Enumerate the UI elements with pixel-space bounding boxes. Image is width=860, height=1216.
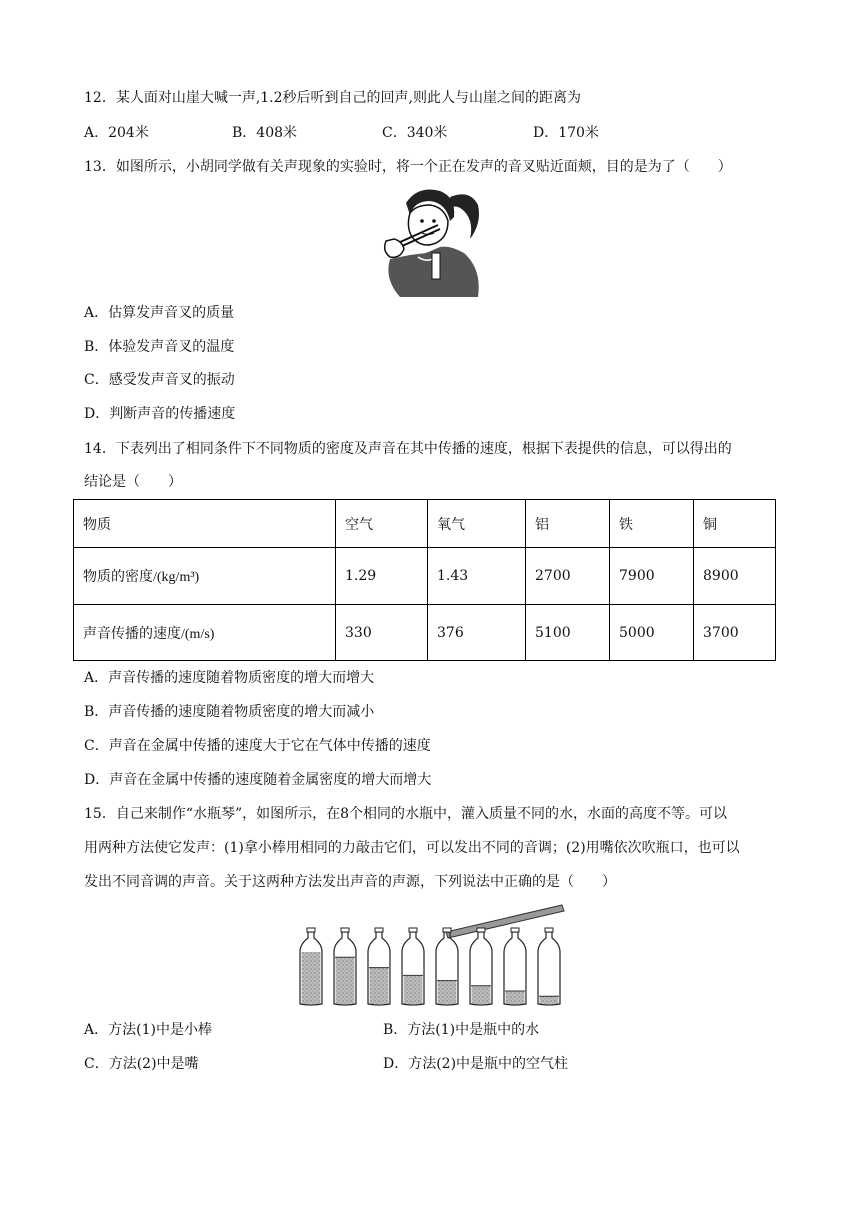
bottle-icon [470,928,492,1005]
speed-unit: /(m/s) [181,626,215,642]
q12-option-d[interactable]: D．170米 [533,125,599,141]
q14-option-d[interactable]: D．声音在金属中传播的速度随着金属密度的增大而增大 [84,772,432,788]
bottle-icon [368,928,390,1005]
q12-option-c[interactable]: C．340米 [382,125,448,141]
table-header-cell: 铁 [610,500,694,548]
bottle-icon [402,928,424,1005]
q15-stem-line3: 发出不同音调的声音。关于这两种方法发出声音的声源，下列说法中正确的是（ ） [84,874,616,890]
q15-stem-line1: 15．自己来制作“水瓶琴”，如图所示，在8个相同的水瓶中，灌入质量不同的水，水面的高度不等。可以 [84,806,728,822]
bottle-cap [545,928,553,932]
density-label-cell [74,548,336,605]
table-header-cell: 铝 [526,500,610,548]
q12-options [84,123,784,143]
data-table [73,499,776,661]
table-cell: 5000 [610,605,694,661]
q13-option-c[interactable]: C．感受发声音叉的振动 [84,372,235,388]
bottle-water [472,986,491,1004]
bottle-water [302,952,321,1004]
q13-option-d[interactable]: D．判断声音的传播速度 [84,406,236,422]
bottle-cap [443,928,451,932]
q15-option-d[interactable]: D．方法(2)中是瓶中的空气柱 [383,1056,569,1072]
q12-stem: 12．某人面对山崖大喊一声,1.2秒后听到自己的回声,则此人与山崖之间的距离为 [84,90,581,106]
bottle-cap [477,928,485,932]
table-header-cell: 氧气 [428,500,526,548]
q13-option-b[interactable]: B．体验发声音叉的温度 [84,339,235,355]
bottle-icon [504,928,526,1005]
table-cell: 376 [428,605,526,661]
bottle-cap [409,928,417,932]
table-row-density [74,548,776,605]
table-row-speed [74,605,776,661]
table-header-cell: 空气 [336,500,428,548]
bottle-icon [538,928,560,1005]
q14-option-c[interactable]: C．声音在金属中传播的速度大于它在气体中传播的速度 [84,738,431,754]
q15-option-c[interactable]: C．方法(2)中是嘴 [84,1056,199,1072]
bottle-cap [307,928,315,932]
bottle-water [506,991,525,1004]
table-cell: 330 [336,605,428,661]
speed-label: 声音传播的速度 [83,625,181,642]
table-cell: 7900 [610,548,694,605]
bottle-cap [375,928,383,932]
q15-option-b[interactable]: B．方法(1)中是瓶中的水 [383,1022,540,1038]
bottle-icon [334,928,356,1005]
q13-option-a[interactable]: A．估算发声音叉的质量 [84,305,235,321]
bottle-water [540,996,559,1004]
table-header-cell: 铜 [694,500,776,548]
table-cell: 1.43 [428,548,526,605]
bottle-cap [341,928,349,932]
water-bottles-icon [290,900,570,1010]
girl-tuning-fork-icon [378,183,486,299]
q14-option-b[interactable]: B．声音传播的速度随着物质密度的增大而减小 [84,704,375,720]
table-cell: 3700 [694,605,776,661]
table-cell: 1.29 [336,548,428,605]
table-cell: 2700 [526,548,610,605]
q15-stem-line2: 用两种方法使它发声：(1)拿小棒用相同的力敲击它们，可以发出不同的音调；(2)用嘴依次吹瓶口，也可以 [84,840,740,856]
bottle-water [336,957,355,1004]
q15-option-a[interactable]: A．方法(1)中是小棒 [84,1022,212,1038]
q12-option-a[interactable]: A．204米 [84,125,149,141]
q14-stem-line1: 14．下表列出了相同条件下不同物质的密度及声音在其中传播的速度，根据下表提供的信息，可以得出的 [84,441,732,457]
table-header-row [74,500,776,548]
q14-stem-line2: 结论是（ ） [84,474,182,490]
bottle-water [438,981,457,1004]
q14-option-a[interactable]: A．声音传播的速度随着物质密度的增大而增大 [84,670,375,686]
speed-label-cell [74,605,336,661]
density-label: 物质的密度 [83,569,153,585]
bottle-icon [436,928,458,1005]
bottle-water [404,975,423,1004]
density-unit: /(kg/m³) [153,570,200,585]
bottle-outline [538,932,560,1005]
q12-option-b[interactable]: B．408米 [232,125,298,141]
q13-stem: 13．如图所示，小胡同学做有关声现象的实验时，将一个正在发声的音叉贴近面颊，目的是为了（ ） [84,159,732,175]
bottle-icon [300,928,322,1005]
bottle-cap [511,928,519,932]
bottle-water [370,968,389,1004]
table-cell: 8900 [694,548,776,605]
table-header-cell: 物质 [74,500,336,548]
table-cell: 5100 [526,605,610,661]
